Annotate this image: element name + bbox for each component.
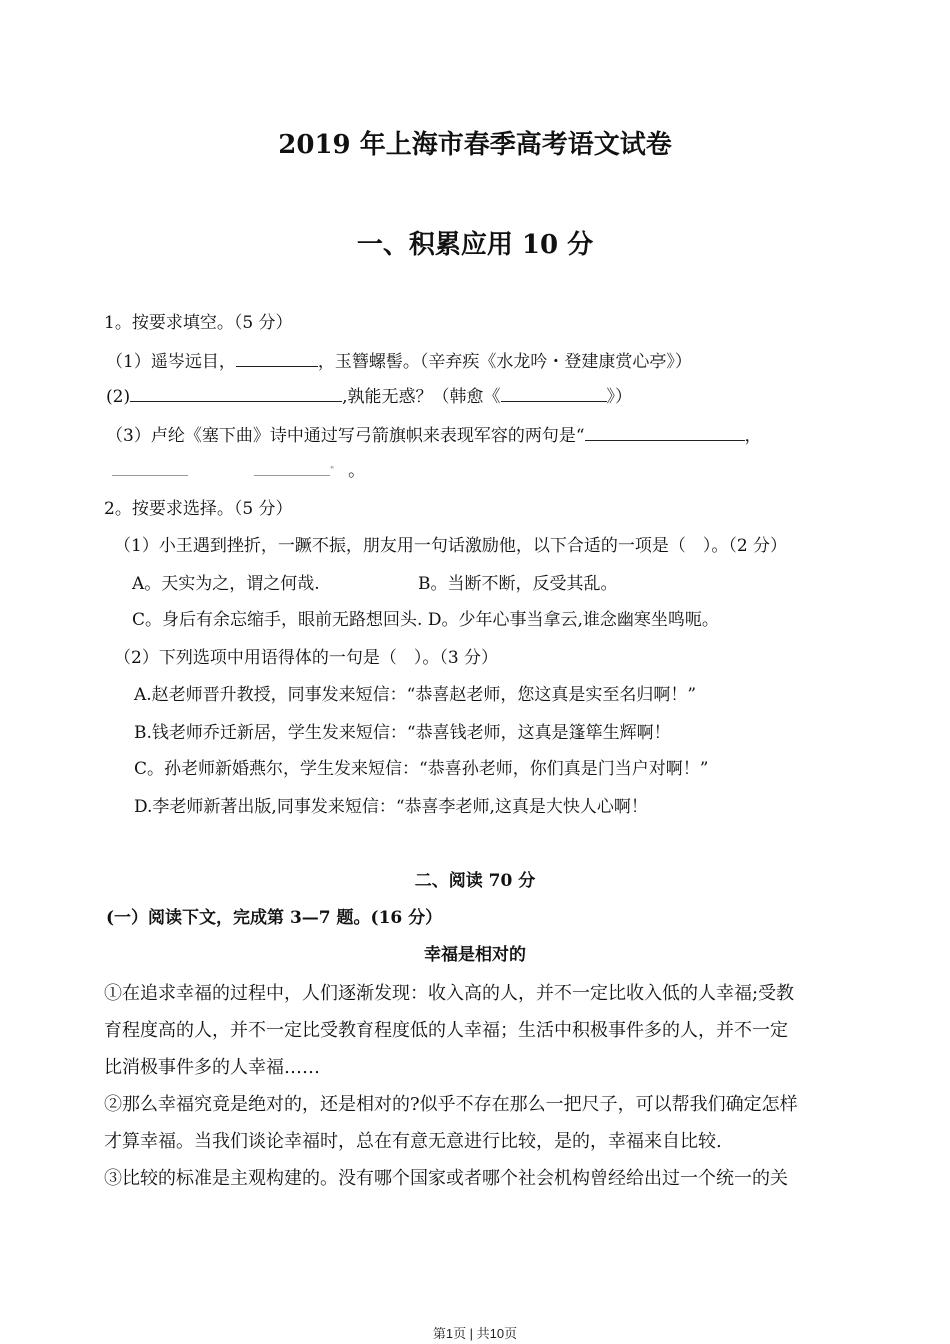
q2-sub2: （2）下列选项中用语得体的一句是（ ）。（3 分）	[114, 648, 499, 668]
q2-sub1-option-a: A。天实为之，谓之何哉.	[132, 574, 320, 594]
answer-blank[interactable]	[585, 424, 745, 441]
reading-subsection-1: (一）阅读下文，完成第 3—7 题。(16 分）	[106, 908, 443, 928]
q1-line2-a: (2)	[106, 387, 131, 407]
q1-stem: 1。按要求填空。（5 分）	[104, 313, 293, 333]
q1-line3	[106, 424, 762, 447]
section1-heading: 一、积累应用 10 分	[356, 230, 594, 260]
q1-line1-b: ，玉簪螺髻。（辛弃疾《水龙吟・登建康赏心亭》）	[317, 352, 692, 372]
article-title: 幸福是相对的	[424, 945, 526, 965]
answer-blank[interactable]	[130, 385, 342, 402]
q1-line4	[112, 460, 365, 482]
quote-mark: "	[330, 466, 335, 476]
paragraph-3-line-1: ③比较的标准是主观构建的。没有哪个国家或者哪个社会机构曾经给出过一个统一的关	[104, 1168, 788, 1189]
q1-line2-b: ,孰能无惑？（韩愈《	[342, 387, 501, 407]
q1-line2	[106, 385, 632, 408]
q2-sub2-option-d: D.李老师新著出版,同事发来短信：“恭喜李老师,这真是大快人心啊！	[134, 797, 648, 817]
q2-sub2-option-c: C。孙老师新婚燕尔，学生发来短信：“恭喜孙老师，你们真是门当户对啊！”	[134, 759, 709, 779]
answer-blank[interactable]	[112, 461, 188, 476]
page-title: 2019 年上海市春季高考语文试卷	[278, 130, 672, 160]
paragraph-2-line-2: 才算幸福。当我们谈论幸福时，总在有意无意进行比较，是的，幸福来自比较.	[104, 1131, 722, 1152]
paragraph-1-line-2: 育程度高的人，并不一定比受教育程度低的人幸福；生活中积极事件多的人，并不一定	[104, 1020, 788, 1041]
q1-line2-c: 》）	[606, 387, 632, 407]
q2-sub1-options-cd: C。身后有余忘缩手，眼前无路想回头. D。少年心事当拿云,谁念幽寒坐鸣呃。	[132, 610, 719, 630]
answer-blank[interactable]	[236, 350, 318, 367]
answer-blank[interactable]	[254, 461, 330, 476]
paragraph-2-line-1: ②那么幸福究竟是绝对的，还是相对的?似乎不存在那么一把尺子，可以帮我们确定怎样	[104, 1094, 798, 1115]
paragraph-1-line-1: ①在追求幸福的过程中，人们逐渐发现：收入高的人，并不一定比收入低的人幸福;受教	[104, 983, 795, 1004]
q2-sub2-option-a: A.赵老师晋升教授，同事发来短信：“恭喜赵老师，您这真是实至名归啊！”	[134, 685, 697, 705]
q1-line3-a: （3）卢纶《塞下曲》诗中通过写弓箭旗帜来表现军容的两句是“	[106, 426, 585, 446]
q1-line1	[106, 350, 692, 373]
page-footer: 第1页 | 共10页	[432, 1326, 518, 1341]
q1-line1-a: （1）遥岑远目，	[106, 352, 236, 372]
q2-stem: 2。按要求选择。（5 分）	[104, 499, 293, 519]
answer-blank[interactable]	[501, 385, 607, 402]
paragraph-1-line-3: 比消极事件多的人幸福……	[104, 1057, 320, 1078]
q1-line3-b: ，	[744, 426, 762, 446]
q2-sub2-option-b: B.钱老师乔迁新居，学生发来短信：“恭喜钱老师，这真是篷筚生辉啊！	[134, 723, 671, 743]
section2-heading: 二、阅读 70 分	[414, 871, 536, 891]
q2-sub1-option-b: B。当断不断，反受其乱。	[418, 574, 618, 594]
q1-line4-end: 。	[348, 461, 366, 481]
q2-sub1: （1）小王遇到挫折，一蹶不振，朋友用一句话激励他，以下合适的一项是（ ）。（2 分）	[114, 536, 788, 556]
